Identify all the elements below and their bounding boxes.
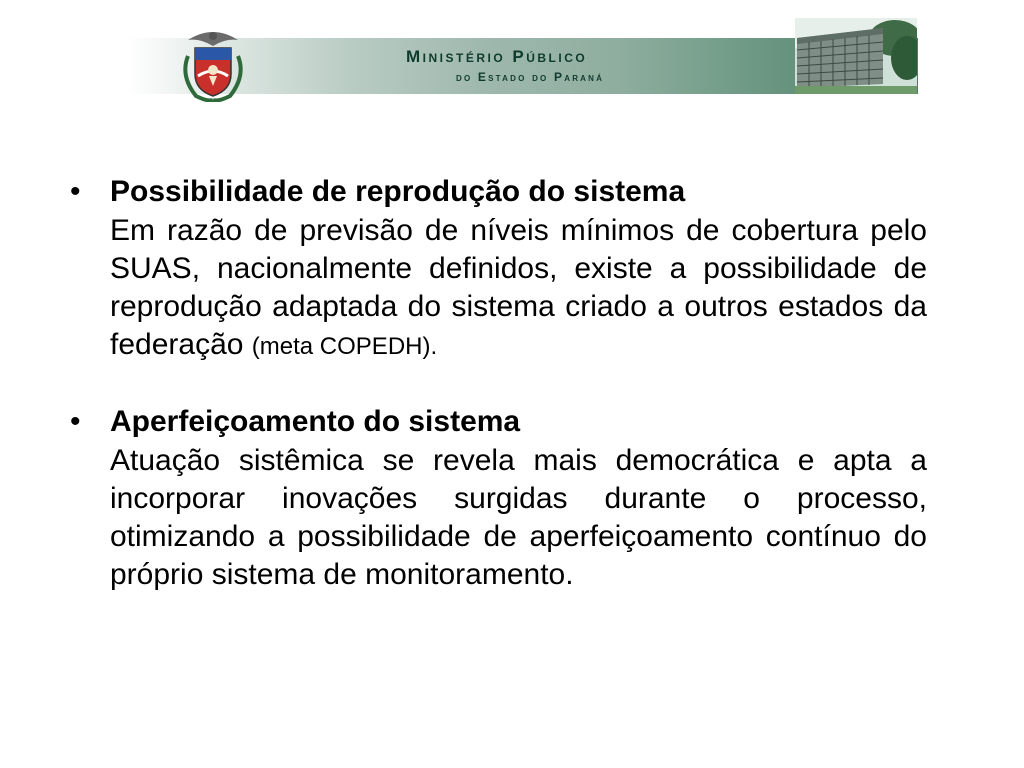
parana-coat-of-arms-icon [178,26,248,102]
bullet-item [70,172,927,366]
bullet-heading: Aperfeiçoamento do sistema [110,405,521,438]
bullet-heading: Possibilidade de reprodução do sistema [110,175,686,208]
ministerio-building-photo [795,18,917,94]
bullet-body-end: . [430,333,438,360]
bullet-body-text: Em razão de previsão de níveis mínimos de cobertura pelo SUAS, nacionalmente definidos, existe a possibilidade de reprodução adaptada do sistema criado a outros estados da federação [110,214,927,361]
bullet-body [110,212,927,366]
bullet-body [110,442,927,594]
header-title-line1: Ministério Público [406,47,588,66]
bullet-marker: • [70,405,81,438]
slide-content [70,172,927,630]
bullet-body-text: Atuação sistêmica se revela mais democrática e apta a incorporar inovações surgidas durante o processo, otimizando a possibilidade de aperfeiçoamento contínuo do próprio sistema de monitoramento. [110,444,927,591]
header-title-line2: do Estado do Paraná [456,70,605,84]
bullet-item [70,402,927,594]
bullet-marker: • [70,175,81,208]
bullet-body-note: (meta COPEDH) [251,333,431,360]
